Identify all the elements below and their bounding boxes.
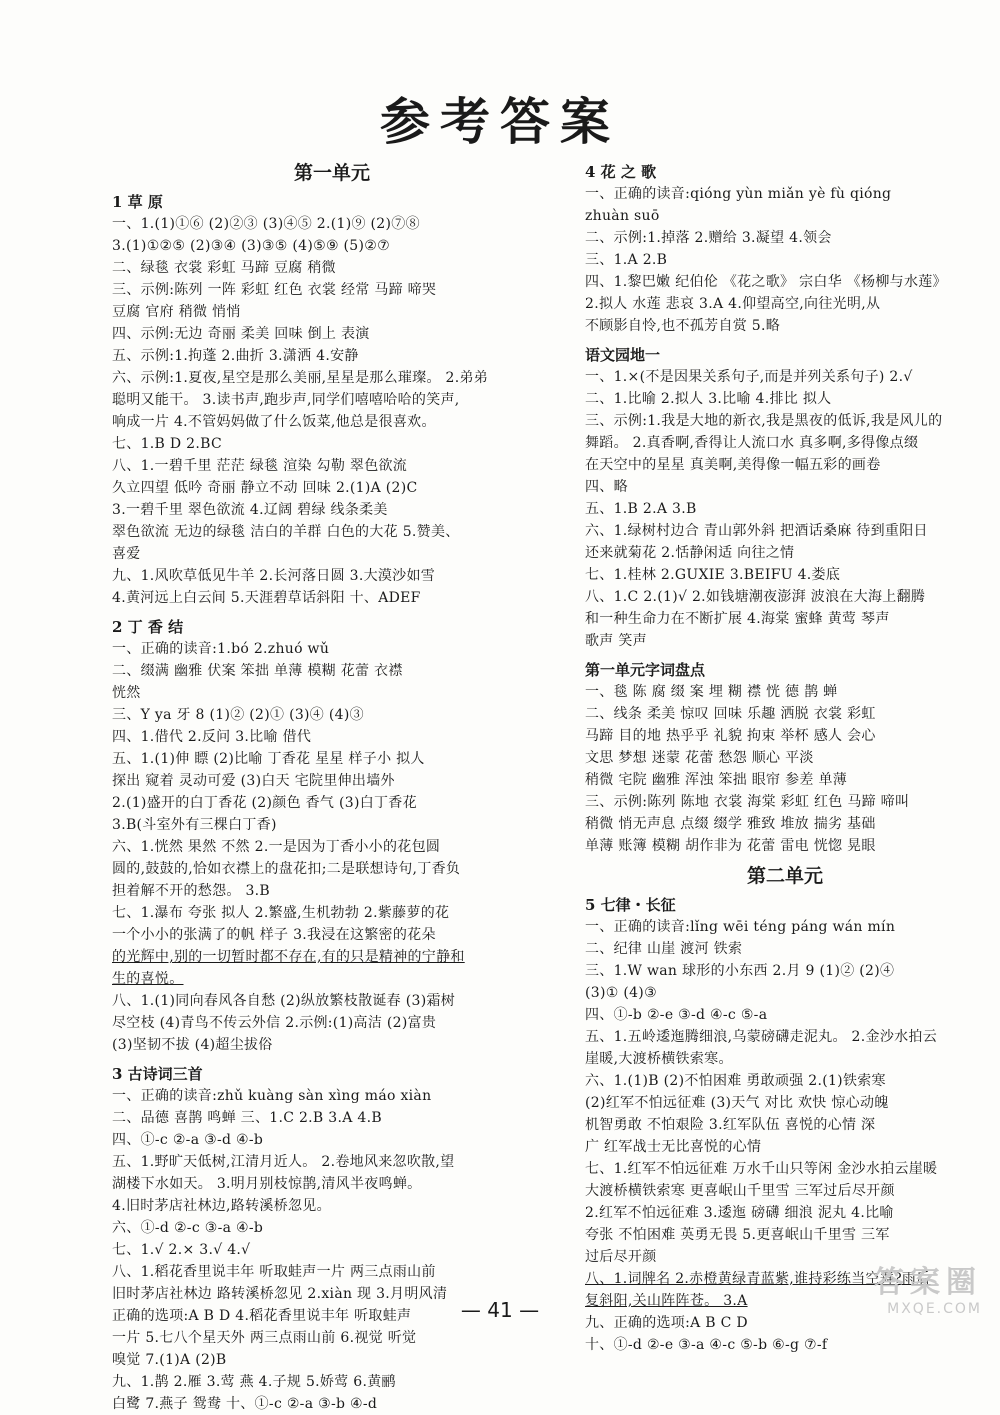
answer-line: 过后尽开颜 xyxy=(585,1249,657,1265)
answer-line: 生的喜悦。 xyxy=(112,971,184,987)
answer-line: 九、1.风吹草低见牛羊 2.长河落日圆 3.大漠沙如雪 xyxy=(112,568,436,584)
section-heading: 第一单元字词盘点 xyxy=(585,661,706,679)
answer-line: zhuàn suō xyxy=(585,208,660,224)
answer-line: 六、①-d ②-c ③-a ④-b xyxy=(112,1220,264,1236)
answer-line: 的光辉中,别的一切暂时都不存在,有的只是精神的宁静和 xyxy=(112,949,465,965)
answer-line: 大渡桥横铁索寒 更喜岷山千里雪 三军过后尽开颜 xyxy=(585,1183,895,1199)
answer-line: 4.黄河远上白云间 5.天涯碧草话斜阳 十、ADEF xyxy=(112,590,421,606)
answer-line: 3.(1)①②⑤ (2)③④ (3)③⑤ (4)⑤⑨ (5)②⑦ xyxy=(112,238,390,254)
answer-line: 三、Y ya 牙 8 (1)② (2)① (3)④ (4)③ xyxy=(112,707,364,723)
answer-line: 五、1.五岭逶迤腾细浪,乌蒙磅礴走泥丸。 2.金沙水拍云 xyxy=(585,1029,938,1045)
section-heading: 4 花 之 歌 xyxy=(585,163,657,181)
page-number: — 41 — xyxy=(460,1298,540,1322)
answer-line: 三、示例:陈列 一阵 彩虹 红色 衣裳 经常 马蹄 啼哭 xyxy=(112,282,437,298)
answer-line: 2.拟人 水莲 悲哀 3.A 4.仰望高空,向往光明,从 xyxy=(585,296,881,312)
answer-line: 崖暖,大渡桥横铁索寒。 xyxy=(585,1051,733,1067)
answer-line: 还来就菊花 2.恬静闲适 向往之情 xyxy=(585,545,795,561)
answer-line: 八、1.C 2.(1)√ 2.如钱塘潮夜澎湃 波浪在大海上翻腾 xyxy=(585,589,926,605)
answer-line: 广 红军战士无比喜悦的心情 xyxy=(585,1139,762,1155)
answer-line: 六、1.恍然 果然 不然 2.一是因为丁香小小的花包圆 xyxy=(112,839,441,855)
answer-line: 八、1.一碧千里 茫茫 绿毯 渲染 勾勒 翠色欲流 xyxy=(112,458,408,474)
answer-line: 一个小小的张满了的帆 样子 3.我浸在这繁密的花朵 xyxy=(112,927,436,943)
answer-line: 一、正确的读音:zhǔ kuàng sàn xìng máo xiàn xyxy=(112,1088,432,1104)
answer-line: 3.B(斗室外有三棵白丁香) xyxy=(112,817,277,833)
answer-line: 二、纪律 山崖 渡河 铁索 xyxy=(585,941,743,957)
watermark-logo-text: 答案圈 xyxy=(874,1265,982,1300)
answer-line: 一、1.×(不是因果关系句子,而是并列关系句子) 2.√ xyxy=(585,369,913,385)
answer-line: 白鹭 7.燕子 鸳鸯 十、①-c ②-a ③-b ④-d xyxy=(112,1396,378,1412)
answer-line: 四、①-c ②-a ③-d ④-b xyxy=(112,1132,264,1148)
answer-line: 八、1.词牌名 2.赤橙黄绿青蓝紫,谁持彩练当空舞?雨后 xyxy=(585,1271,931,1287)
answer-line: 一、毯 陈 腐 缀 案 埋 糊 襟 恍 德 鹊 蝉 xyxy=(585,684,838,700)
answer-line: 三、示例:1.我是大地的新衣,我是黑夜的低诉,我是风儿的 xyxy=(585,413,943,429)
answer-line: 尽空枝 (4)青鸟不传云外信 2.示例:(1)高洁 (2)富贵 xyxy=(112,1015,437,1031)
answer-line: 七、1.B D 2.BC xyxy=(112,436,222,452)
answer-line: 在天空中的星星 真美啊,美得像一幅五彩的画卷 xyxy=(585,457,881,473)
answer-line: 八、1.稻花香里说丰年 听取蛙声一片 两三点雨山前 xyxy=(112,1264,436,1280)
answer-line: 久立四望 低吟 奇丽 静立不动 回味 2.(1)A (2)C xyxy=(112,480,418,496)
answer-line: 九、正确的选项:A B C D xyxy=(585,1315,748,1331)
answer-line: 聪明又能干。 3.读书声,跑步声,同学们嘻嘻哈哈的笑声, xyxy=(112,392,460,408)
answer-line: 二、线条 柔美 惊叹 回味 乐趣 洒脱 衣裳 彩虹 xyxy=(585,706,876,722)
answer-line: 五、1.B 2.A 3.B xyxy=(585,501,697,517)
answer-line: 稍微 宅院 幽雅 浑浊 笨拙 眼帘 参差 单薄 xyxy=(585,772,848,788)
answer-line: 三、1.A 2.B xyxy=(585,252,668,268)
answer-line: 六、1.绿树村边合 青山郭外斜 把酒话桑麻 待到重阳日 xyxy=(585,523,928,539)
answer-line: 复斜阳,关山阵阵苍。 3.A xyxy=(585,1293,748,1309)
answer-line: 文思 梦想 迷蒙 花蕾 愁怨 顺心 平淡 xyxy=(585,750,814,766)
spacer xyxy=(585,337,985,341)
answer-line: 九、1.鹊 2.雁 3.莺 燕 4.子规 5.娇莺 6.黄鹂 xyxy=(112,1374,396,1390)
section-heading: 语文园地一 xyxy=(585,346,661,364)
answer-line: 嗅觉 7.(1)A (2)B xyxy=(112,1352,227,1368)
answer-line: 五、示例:1.拘蓬 2.曲折 3.潇洒 4.安静 xyxy=(112,348,359,364)
answer-line: 正确的选项:A B D 4.稻花香里说丰年 听取蛙声 xyxy=(112,1308,412,1324)
answer-line: 四、1.借代 2.反问 3.比喻 借代 xyxy=(112,729,312,745)
section-heading: 5 七律・长征 xyxy=(585,896,676,914)
answer-line: 四、1.黎巴嫩 纪伯伦 《花之歌》 宗白华 《杨柳与水莲》 xyxy=(585,274,947,290)
answer-line: 六、1.(1)B (2)不怕困难 勇敢顽强 2.(1)铁索寒 xyxy=(585,1073,886,1089)
answer-line: 一、正确的读音:lǐng wēi téng páng wán mín xyxy=(585,919,896,935)
answer-line: 一片 5.七八个星天外 两三点雨山前 6.视觉 听觉 xyxy=(112,1330,417,1346)
answer-line: 十、①-d ②-e ③-a ④-c ⑤-b ⑥-g ⑦-f xyxy=(585,1337,828,1353)
answer-line: 歌声 笑声 xyxy=(585,633,647,649)
answer-line: 恍然 xyxy=(112,685,141,701)
page-title: 参考答案 xyxy=(380,92,620,151)
answer-line: 2.(1)盛开的白丁香花 (2)颜色 香气 (3)白丁香花 xyxy=(112,795,417,811)
answer-line: 八、1.(1)同向春风各自愁 (2)纵放繁枝散诞春 (3)霜树 xyxy=(112,993,456,1009)
answer-line: 二、示例:1.掉落 2.赠给 3.凝望 4.领会 xyxy=(585,230,832,246)
answer-line: 马蹄 目的地 热乎乎 礼貌 拘束 举杯 感人 会心 xyxy=(585,728,876,744)
answer-line: 六、示例:1.夏夜,星空是那么美丽,星星是那么璀璨。 2.弟弟 xyxy=(112,370,489,386)
answer-line: 机智勇敢 不怕艰险 3.红军队伍 喜悦的心情 深 xyxy=(585,1117,876,1133)
answer-line: 喜爱 xyxy=(112,546,141,562)
answer-line: 四、①-b ②-e ③-d ④-c ⑤-a xyxy=(585,1007,768,1023)
unit-heading: 第二单元 xyxy=(746,865,823,887)
answer-line: 二、绿毯 衣裳 彩虹 马蹄 豆腐 稍微 xyxy=(112,260,336,276)
answer-line: 五、1.(1)伸 瞟 (2)比喻 丁香花 星星 样子小 拟人 xyxy=(112,751,425,767)
answer-line: 七、1.红军不怕远征难 万水千山只等闲 金沙水拍云崖暖 xyxy=(585,1161,938,1177)
answer-line: 担着解不开的愁怨。 3.B xyxy=(112,883,270,899)
answer-line: 五、1.野旷天低树,江清月近人。 2.卷地风来忽吹散,望 xyxy=(112,1154,455,1170)
answer-line: 不顾影自怜,也不孤芳自赏 5.略 xyxy=(585,318,781,334)
answer-line: 四、略 xyxy=(585,479,628,495)
watermark-url: MXQE.COM xyxy=(887,1301,982,1317)
answer-line: 三、示例:陈列 陈地 衣裳 海棠 彩虹 红色 马蹄 啼叫 xyxy=(585,794,910,810)
answer-line: 一、1.(1)①⑥ (2)②③ (3)④⑤ 2.(1)⑨ (2)⑦⑧ xyxy=(112,216,420,232)
answer-line: 七、1.桂林 2.GUXIE 3.BEIFU 4.娄底 xyxy=(585,567,841,583)
answer-line: 圆的,鼓鼓的,恰如衣襟上的盘花扣;二是联想诗句,丁香负 xyxy=(112,861,461,877)
answer-line: 夸张 不怕困难 英勇无畏 5.更喜岷山千里雪 三军 xyxy=(585,1227,890,1243)
answer-line: 二、品德 喜鹊 鸣蝉 三、1.C 2.B 3.A 4.B xyxy=(112,1110,382,1126)
answer-line: 探出 窥着 灵动可爱 (3)白天 宅院里伸出墙外 xyxy=(112,773,395,789)
unit-heading: 第一单元 xyxy=(293,162,370,184)
answer-line: 3.一碧千里 翠色欲流 4.辽阔 碧绿 线条柔美 xyxy=(112,502,388,518)
answer-line: 湖楼下水如天。 3.明月别枝惊鹊,清风半夜鸣蝉。 xyxy=(112,1176,422,1192)
section-heading: 3 古诗词三首 xyxy=(112,1065,203,1083)
answer-line: 豆腐 官府 稍微 悄悄 xyxy=(112,304,241,320)
answer-line: 一、正确的读音:1.bó 2.zhuó wǔ xyxy=(112,641,330,657)
spacer xyxy=(112,609,552,613)
answer-line: 舞蹈。 2.真香啊,香得让人流口水 真多啊,多得像点缀 xyxy=(585,435,919,451)
answer-line: (2)红军不怕远征难 (3)天气 对比 欢快 惊心动魄 xyxy=(585,1095,889,1111)
spacer xyxy=(112,1056,552,1060)
answer-line: 稍微 悄无声息 点缀 缀学 雅致 堆放 揣劣 基础 xyxy=(585,816,876,832)
answer-line: 响成一片 4.不管妈妈做了什么饭菜,他总是很喜欢。 xyxy=(112,414,436,430)
answer-line: 二、缀满 幽雅 伏案 笨拙 单薄 模糊 花蕾 衣襟 xyxy=(112,663,403,679)
answer-line: (3)① (4)③ xyxy=(585,985,657,1001)
answer-line: 七、1.√ 2.× 3.√ 4.√ xyxy=(112,1242,251,1258)
answer-line: 三、1.W wan 球形的小东西 2.月 9 (1)② (2)④ xyxy=(585,963,895,979)
answer-line: 和一种生命力在不断扩展 4.海棠 蜜蜂 黄莺 琴声 xyxy=(585,611,890,627)
answer-line: 四、示例:无边 奇丽 柔美 回味 倒上 表演 xyxy=(112,326,370,342)
answer-line: 七、1.瀑布 夸张 拟人 2.繁盛,生机勃勃 2.紫藤萝的花 xyxy=(112,905,450,921)
left-column xyxy=(112,158,552,1415)
answer-line: 一、正确的读音:qióng yùn miǎn yè fù qióng xyxy=(585,186,892,202)
answer-line: 旧时茅店社林边 路转溪桥忽见 2.xiàn 现 3.月明风清 xyxy=(112,1286,448,1302)
answer-line: 二、1.比喻 2.拟人 3.比喻 4.排比 拟人 xyxy=(585,391,832,407)
right-column xyxy=(585,158,985,1356)
spacer xyxy=(585,652,985,656)
answer-line: 单薄 账簿 模糊 胡作非为 花蕾 雷电 恍惚 晃眼 xyxy=(585,838,876,854)
answer-line: 2.红军不怕远征难 3.逶迤 磅礴 细浪 泥丸 4.比喻 xyxy=(585,1205,894,1221)
answer-line: 翠色欲流 无边的绿毯 洁白的羊群 白色的大花 5.赞美、 xyxy=(112,524,460,540)
answer-line: (3)坚韧不拔 (4)超尘拔俗 xyxy=(112,1037,273,1053)
section-heading: 2 丁 香 结 xyxy=(112,618,184,636)
watermark-logo xyxy=(812,1265,982,1327)
section-heading: 1 草 原 xyxy=(112,193,163,211)
answer-line: 4.旧时茅店社林边,路转溪桥忽见。 xyxy=(112,1198,331,1214)
